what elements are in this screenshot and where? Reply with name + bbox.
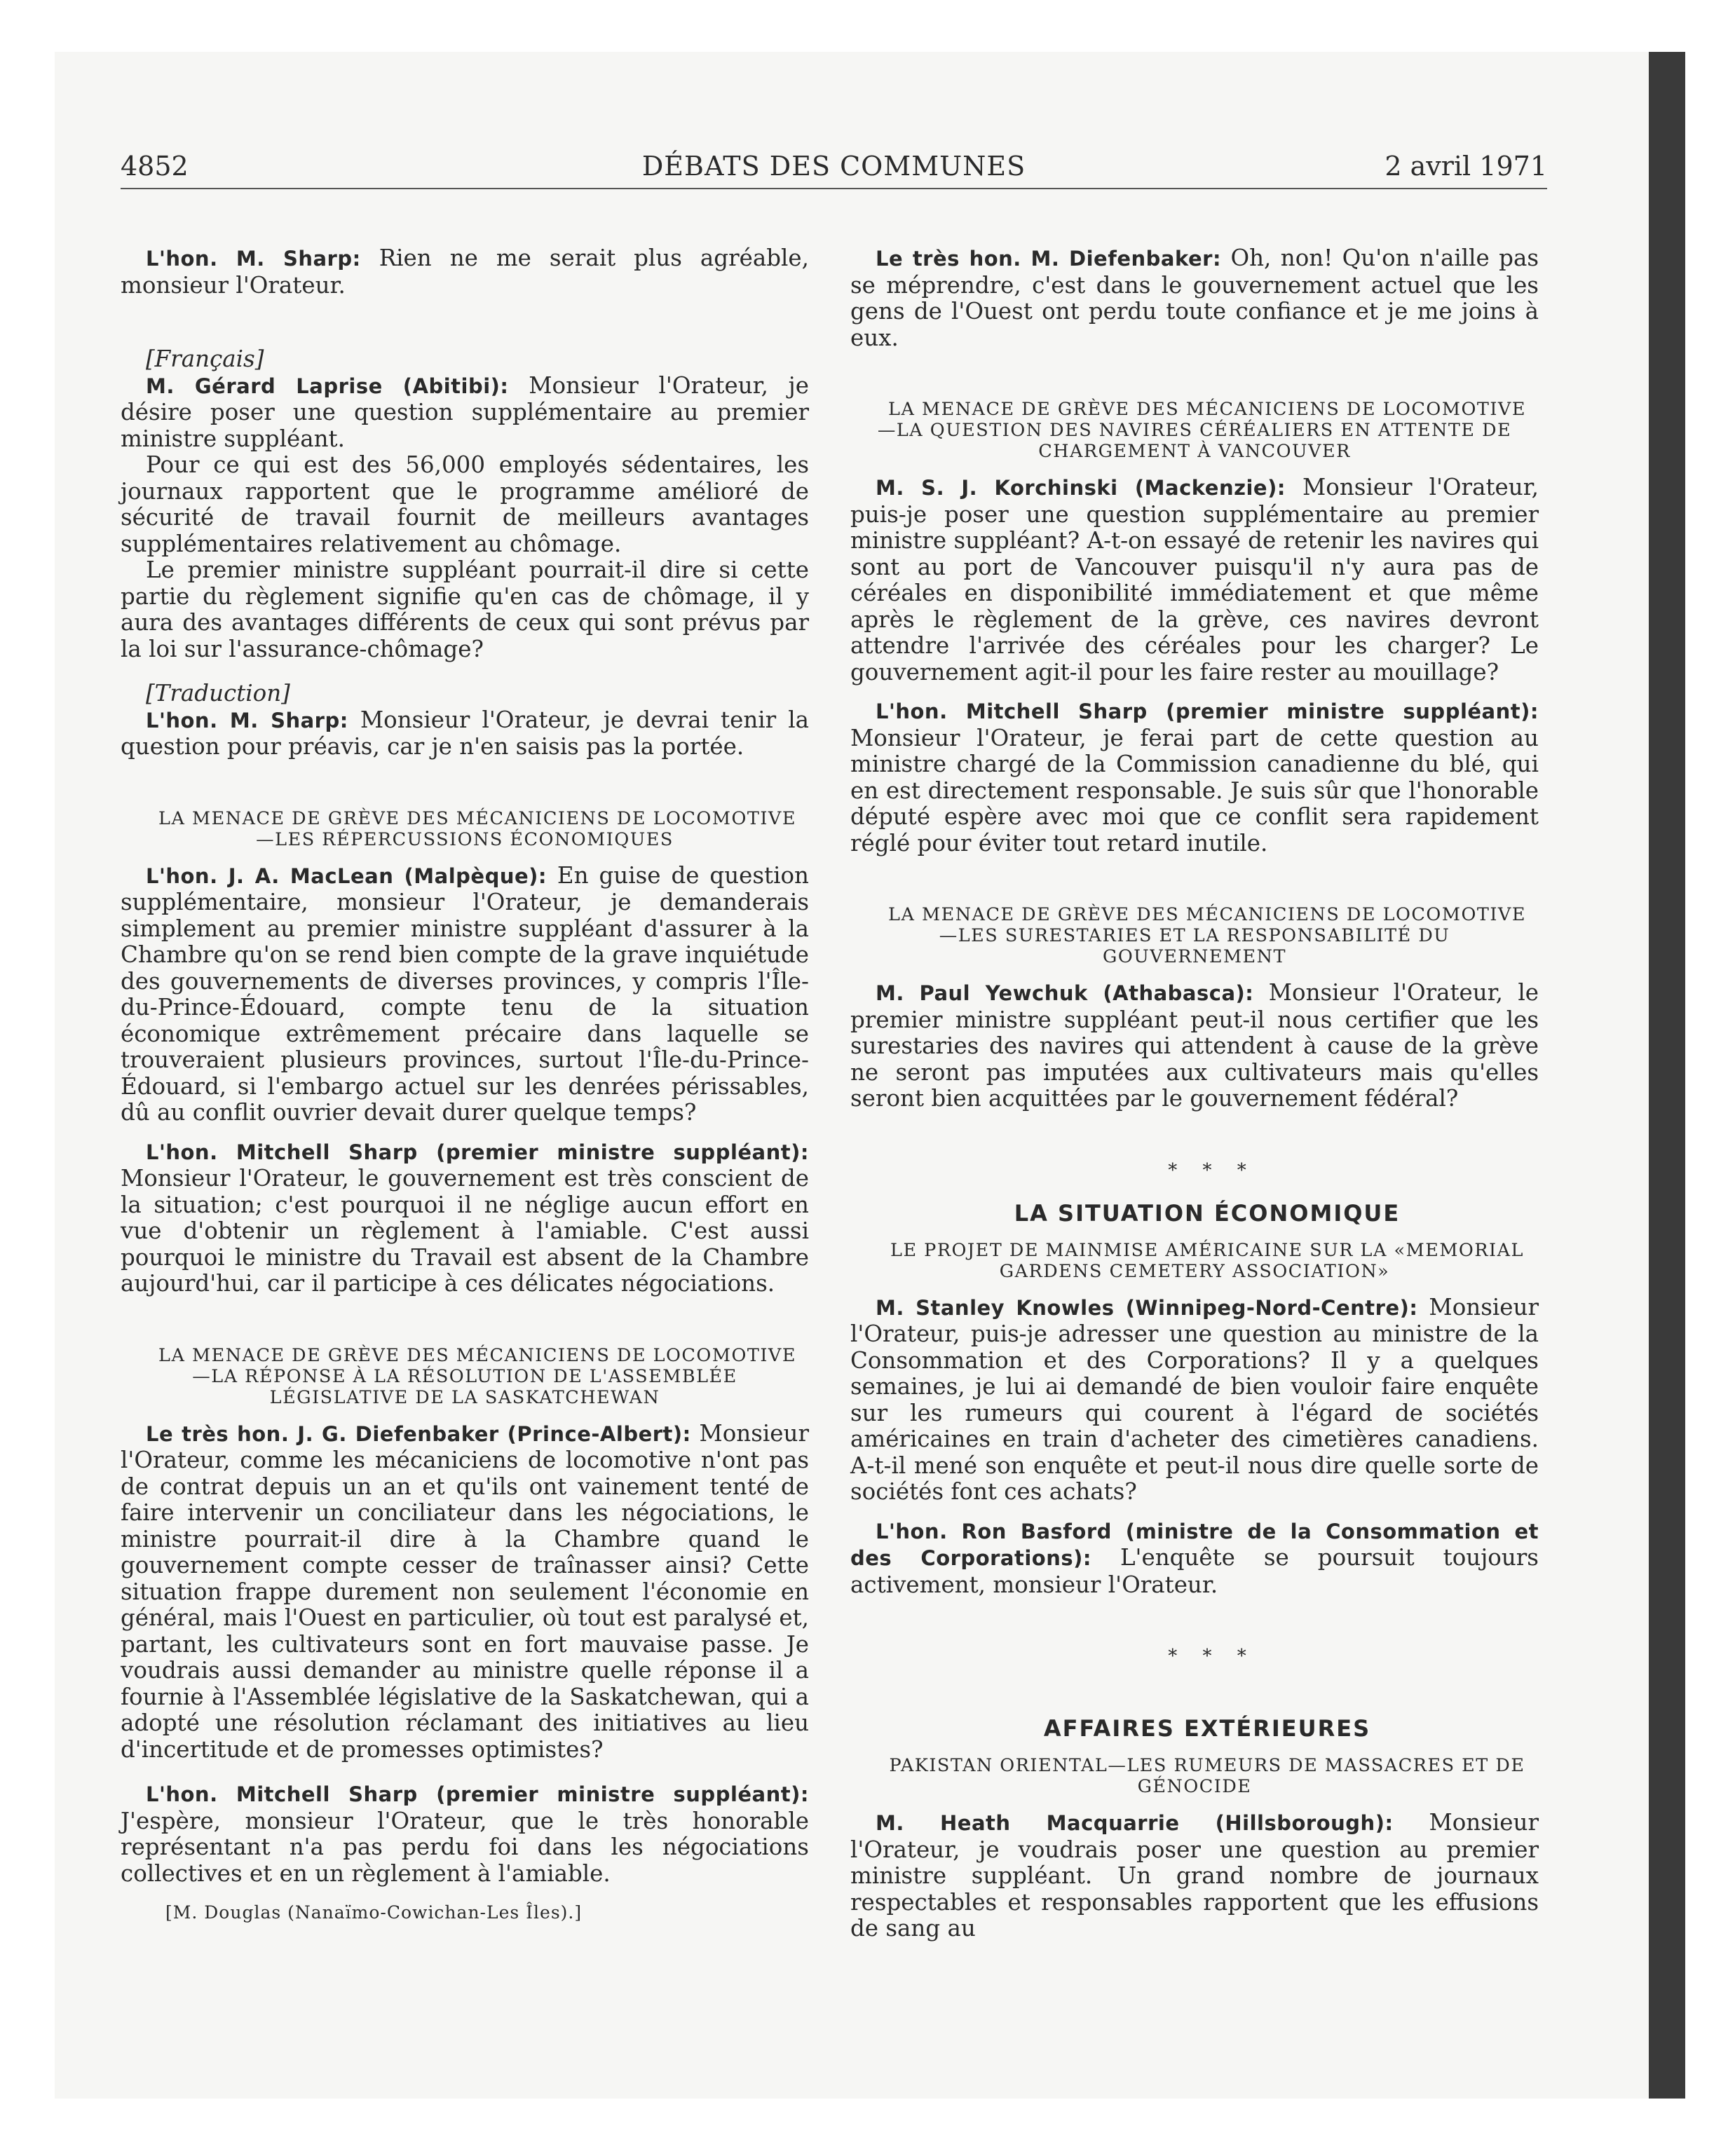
- section-heading: LA SITUATION ÉCONOMIQUE: [1014, 1199, 1401, 1227]
- publication-date: 2 avril 1971: [1384, 151, 1547, 182]
- paragraph-text: Pour ce qui est des 56,000 employés sédentaires, les journaux rapportent que le programme amélioré de sécurité de travail fournit de meilleurs avantages supplémentaires relativement au chômage.: [121, 451, 809, 557]
- paragraph-text: Le premier ministre suppléant pourrait-il dire si cette partie du règlement signifie qu'en cas de chômage, il y aura des avantages différents de ceux qui sont prévus par la loi sur l'assurance-chômage?: [121, 557, 809, 662]
- page-number: 4852: [121, 151, 189, 182]
- paragraph: [850, 980, 1539, 1112]
- paragraph-text: Monsieur l'Orateur, je désire poser une question supplémentaire au premier ministre suppléant.: [121, 371, 809, 452]
- page-header: [121, 149, 1547, 189]
- speaker-name: L'hon. J. A. MacLean (Malpèque):: [146, 864, 547, 888]
- speaker-name: L'hon. M. Sharp:: [146, 247, 361, 271]
- speaker-name: M. Stanley Knowles (Winnipeg-Nord-Centre):: [876, 1295, 1418, 1320]
- paragraph: [121, 373, 809, 453]
- paragraph-text: Monsieur l'Orateur, puis-je poser une question supplémentaire au premier ministre suppléant? A-t-on essayé de retenir les navires qui sont au port de Vancouver puisqu'il n'y aura pas de céréales en disponibilité immédiatement et que même après le règlement de la grève, ces navires devront attendre l'arrivée des céréales pour les charger? Le gouvernement agit-il pour les faire rester au mouillage?: [850, 474, 1539, 685]
- language-marker: [Français]: [146, 346, 264, 372]
- paragraph: [850, 1295, 1539, 1506]
- section-separator: * * *: [1168, 1159, 1246, 1181]
- section-subheading: LA MENACE DE GRÈVE DES MÉCANICIENS DE LOCOMOTIVE —LES SURESTARIES ET LA RESPONSABILITÉ DU GOUVERNEMENT: [888, 904, 1526, 967]
- publication-title: DÉBATS DES COMMUNES: [641, 151, 1026, 182]
- paragraph-text: Monsieur l'Orateur, comme les mécaniciens de locomotive n'ont pas de contrat depuis un an et qu'ils ont vainement tenté de faire intervenir un conciliateur dans les négociations, le ministre pourrait-il dire à la Chambre quand le gouvernement compte cesser de traînasser ainsi? Cette situation frappe durement non seulement l'économie en général, mais l'Ouest en particulier, où tout est paralysé et, partant, les cultivateurs sont en fort mauvaise passe. Je voudrais aussi demander au ministre quelle réponse il a fournie à l'Assemblée législative de la Saskatchewan, qui a adopté une résolution réclamant des initiatives au lieu d'incertitude et de promesses optimistes?: [121, 1419, 809, 1763]
- paragraph: [121, 245, 809, 299]
- scan-edge-bar: [1649, 52, 1685, 2099]
- paragraph: [850, 698, 1539, 857]
- section-subheading: LA MENACE DE GRÈVE DES MÉCANICIENS DE LOCOMOTIVE —LA RÉPONSE À LA RÉSOLUTION DE L'ASSEMBLÉE LÉGISLATIVE DE LA SASKATCHEWAN: [158, 1344, 796, 1408]
- speaker-name: M. S. J. Korchinski (Mackenzie):: [876, 476, 1286, 500]
- paragraph: [121, 707, 809, 760]
- speaker-name: M. Heath Macquarrie (Hillsborough):: [876, 1811, 1394, 1835]
- paragraph-text: Monsieur l'Orateur, je ferai part de cette question au ministre chargé de la Commission canadienne du blé, qui en est directement responsable. Je suis sûr que l'honorable député espère avec moi que ce conflit sera rapidement réglé pour éviter tout retard inutile.: [850, 724, 1539, 857]
- speaker-name: L'hon. Ron Basford (ministre de la Consommation et des Corporations):: [850, 1519, 1539, 1570]
- paragraph-text: Monsieur l'Orateur, le premier ministre suppléant peut-il nous certifier que les surestaries des navires qui attendent à cause de la grève ne seront pas imputées aux cultivateurs mais qu'elles seront bien acquittées par le gouvernement fédéral?: [850, 979, 1539, 1112]
- section-separator: * * *: [1168, 1646, 1246, 1667]
- paragraph-text: L'enquête se poursuit toujours activement, monsieur l'Orateur.: [850, 1544, 1539, 1598]
- section-subheading: LA MENACE DE GRÈVE DES MÉCANICIENS DE LOCOMOTIVE —LES RÉPERCUSSIONS ÉCONOMIQUES: [158, 807, 796, 850]
- paragraph: [121, 557, 809, 662]
- section-heading: AFFAIRES EXTÉRIEURES: [1043, 1715, 1371, 1742]
- section-subheading: LA MENACE DE GRÈVE DES MÉCANICIENS DE LOCOMOTIVE —LA QUESTION DES NAVIRES CÉRÉALIERS EN ATTENTE DE CHARGEMENT À VANCOUVER: [877, 399, 1526, 462]
- paragraph-text: Monsieur l'Orateur, le gouvernement est très conscient de la situation; c'est pourquoi il ne néglige aucun effort en vue d'obtenir un règlement à l'amiable. C'est aussi pourquoi le ministre du Travail est absent de la Chambre aujourd'hui, car il participe à ces délicates négociations.: [121, 1165, 809, 1297]
- paragraph: [850, 1518, 1539, 1599]
- paragraph: [121, 863, 809, 1126]
- speaker-name: L'hon. Mitchell Sharp (premier ministre suppléant):: [146, 1140, 809, 1164]
- paragraph: [850, 245, 1539, 351]
- paragraph-text: En guise de question supplémentaire, monsieur l'Orateur, je demanderais simplement au premier ministre suppléant d'assurer à la Chambre qu'on se rend bien compte de la grave inquiétude des gouvernements de diverses provinces, y compris l'Île-du-Prince-Édouard, compte tenu de la situation économique extrêmement précaire dans laquelle se trouveraient plusieurs provinces, surtout l'Île-du-Prince-Édouard, si l'embargo actuel sur les denrées périssables, dû au conflit ouvrier devait durer quelque temps?: [121, 861, 809, 1126]
- paragraph: [121, 1781, 809, 1887]
- speaker-name: M. Paul Yewchuk (Athabasca):: [876, 981, 1254, 1005]
- paragraph-text: Monsieur l'Orateur, je devrai tenir la question pour préavis, car je n'en saisis pas la portée.: [121, 706, 809, 760]
- speaker-name: L'hon. Mitchell Sharp (premier ministre suppléant):: [146, 1782, 809, 1806]
- paragraph-text: Oh, non! Qu'on n'aille pas se méprendre, c'est dans le gouvernement actuel que les gens de l'Ouest ont perdu toute confiance et je me joins à eux.: [850, 245, 1539, 351]
- speaker-name: Le très hon. M. Diefenbaker:: [876, 247, 1222, 271]
- speaker-name: L'hon. M. Sharp:: [146, 708, 348, 732]
- paragraph: [121, 1139, 809, 1297]
- left-column: [121, 245, 809, 1926]
- paragraph: [121, 452, 809, 557]
- paragraph: [850, 475, 1539, 685]
- paragraph-text: Monsieur l'Orateur, je voudrais poser une question au premier ministre suppléant. Un grand nombre de journaux respectables et responsables rapportent que les effusions de sang au: [850, 1809, 1539, 1942]
- right-column: [850, 245, 1539, 1942]
- section-subheading: PAKISTAN ORIENTAL—LES RUMEURS DE MASSACRES ET DE GÉNOCIDE: [889, 1755, 1525, 1797]
- paragraph: [121, 1421, 809, 1763]
- speaker-name: Le très hon. J. G. Diefenbaker (Prince-Albert):: [146, 1421, 691, 1446]
- section-subheading: LE PROJET DE MAINMISE AMÉRICAINE SUR LA «MEMORIAL GARDENS CEMETERY ASSOCIATION»: [890, 1239, 1524, 1282]
- speaker-name: M. Gérard Laprise (Abitibi):: [146, 374, 509, 398]
- paragraph-text: Rien ne me serait plus agréable, monsieur l'Orateur.: [121, 245, 809, 299]
- language-marker: [Traduction]: [146, 680, 290, 707]
- paragraph-text: Monsieur l'Orateur, puis-je adresser une question au ministre de la Consommation et des Corporations? Il y a quelques semaines, je lui ai demandé de bien vouloir faire enquête sur les rumeurs qui courent à l'égard de sociétés américaines en train d'acheter des cimetières canadiens. A-t-il mené son enquête et peut-il nous dire quelle sorte de sociétés font ces achats?: [850, 1293, 1539, 1505]
- speaker-name: L'hon. Mitchell Sharp (premier ministre suppléant):: [876, 700, 1539, 723]
- paragraph-text: J'espère, monsieur l'Orateur, que le très honorable représentant n'a pas perdu foi dans les négociations collectives et en un règlement à l'amiable.: [121, 1807, 809, 1887]
- paragraph: [850, 1810, 1539, 1942]
- interjection-note: [M. Douglas (Nanaïmo-Cowichan-Les Îles).]: [165, 1902, 583, 1923]
